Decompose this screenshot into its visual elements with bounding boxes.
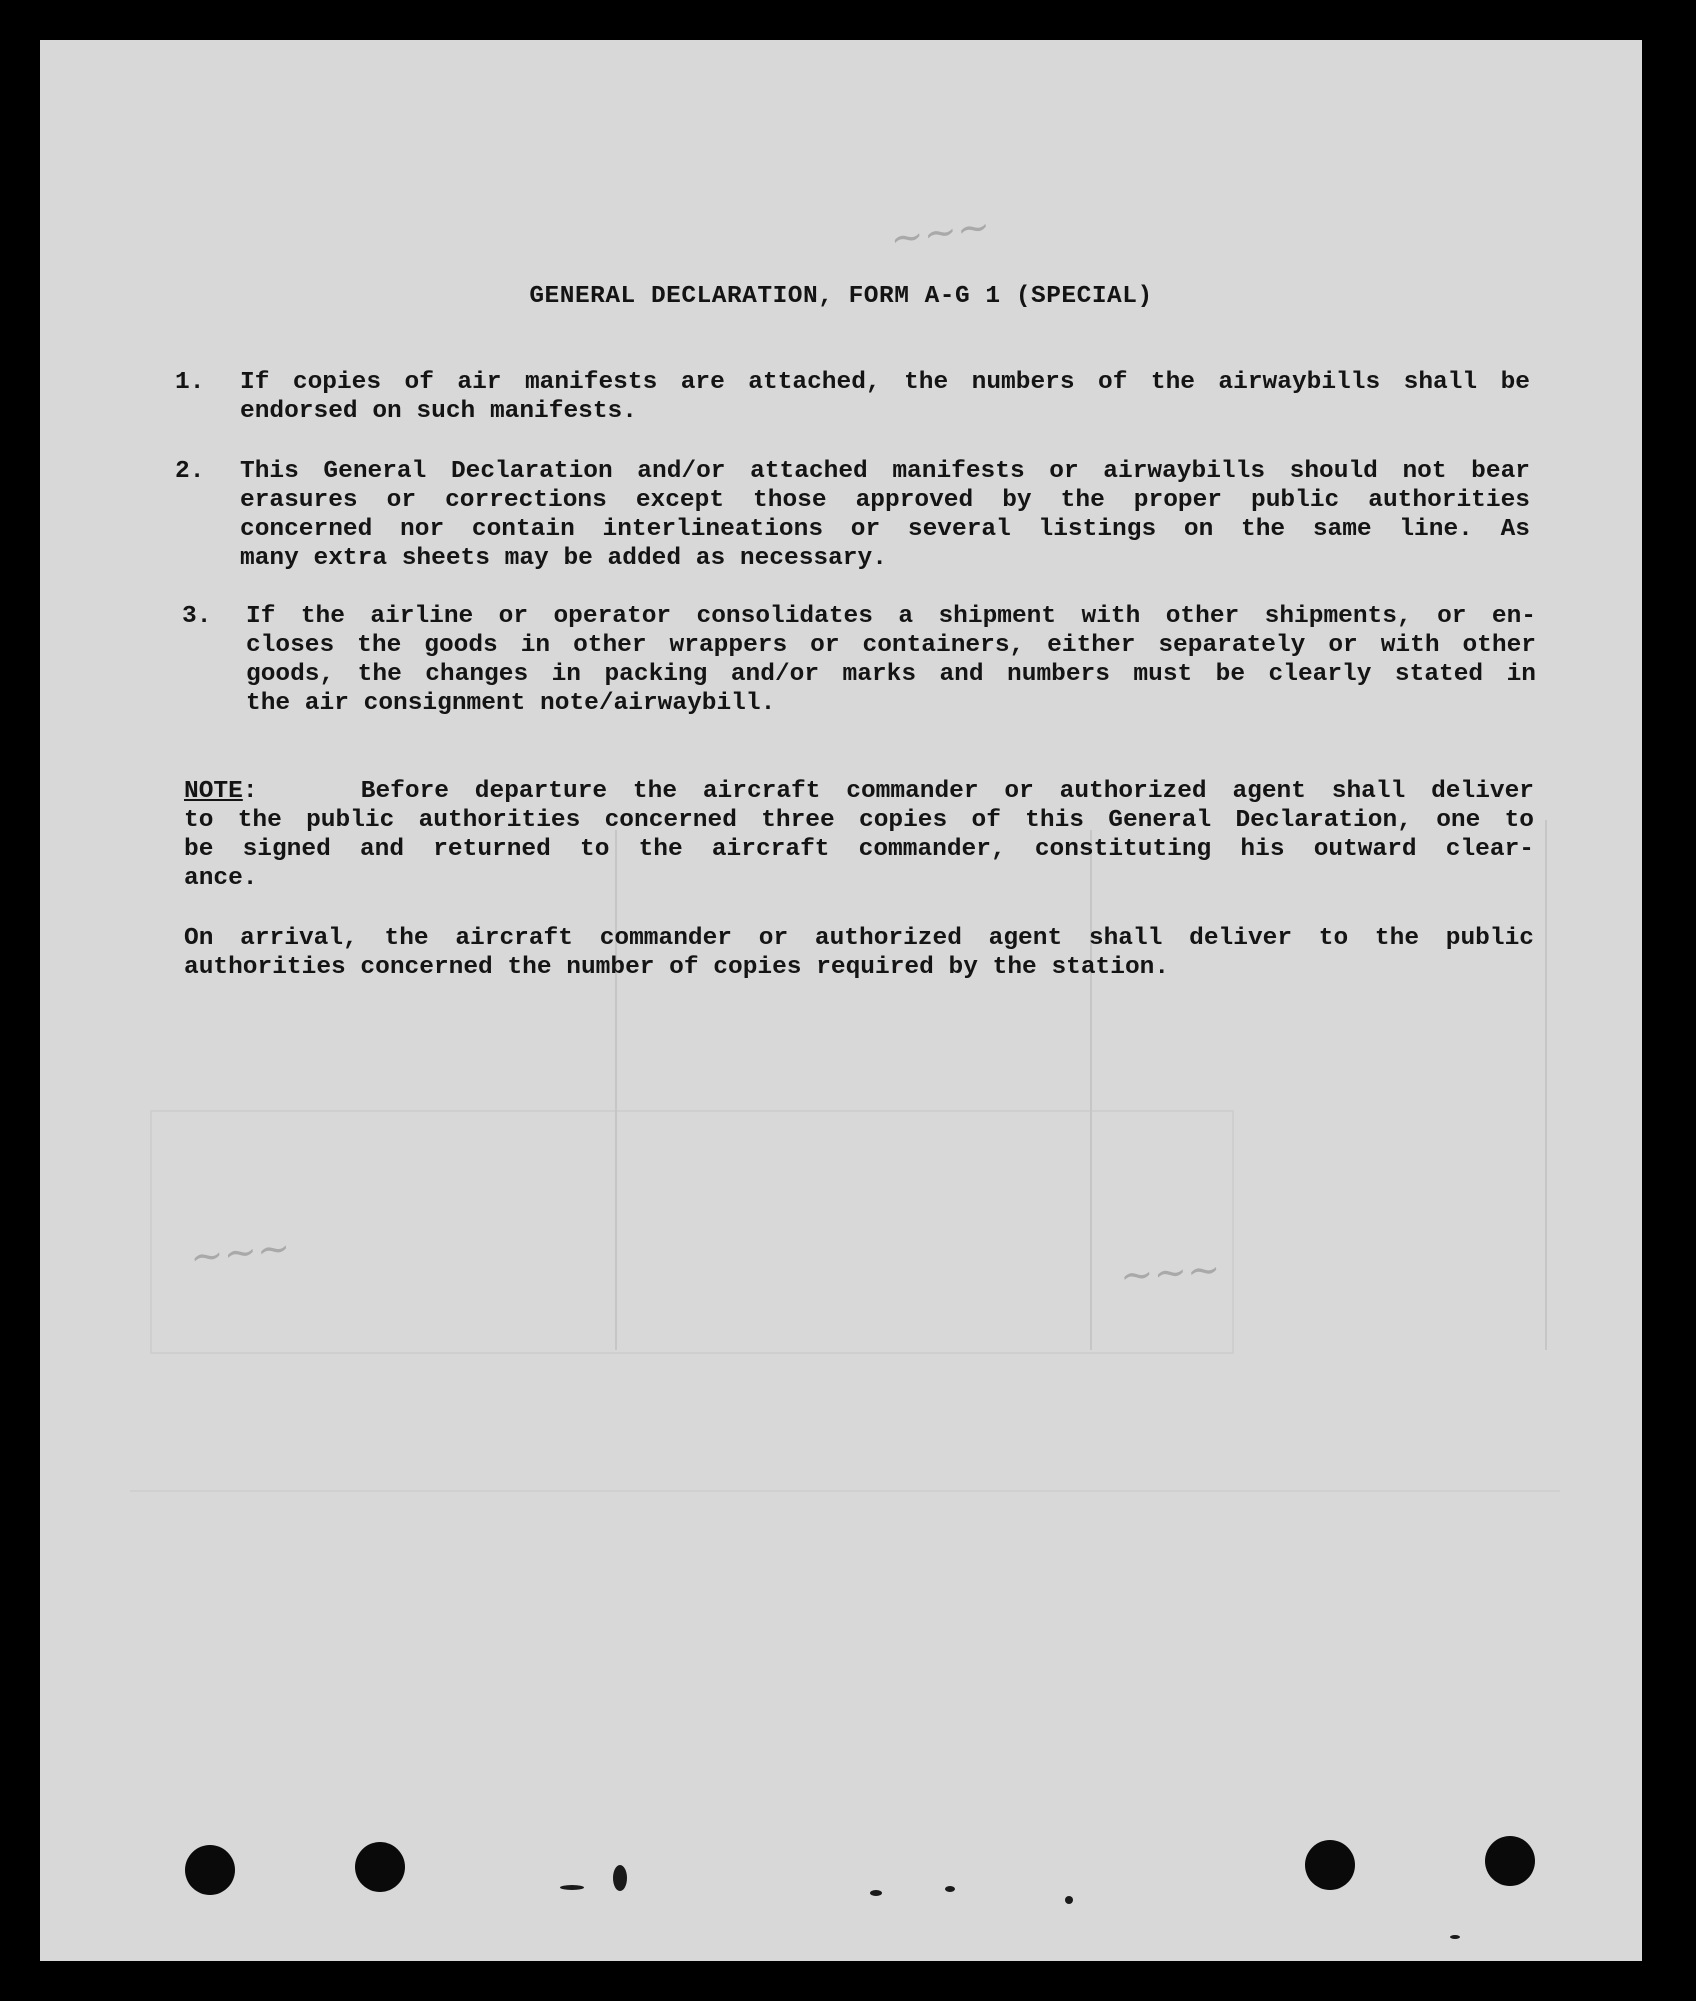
- item-number: 2.: [175, 458, 205, 485]
- note-label: NOTE: [184, 778, 243, 805]
- text-line: Before departure the aircraft commander or authorized agent shall deliver: [360, 778, 1535, 805]
- bleed-through-handwriting: ~~~: [187, 1224, 293, 1282]
- punch-hole: [355, 1842, 405, 1892]
- text-line: concerned nor contain interlineations or several listings on the same line. As: [240, 516, 1530, 543]
- text-line: authorities concerned the number of copies required by the station.: [184, 954, 1170, 981]
- arrival-paragraph: [184, 924, 1534, 982]
- item-text: [246, 602, 1536, 718]
- text-line: This General Declaration and/or attached manifests or airwaybills should not bear: [240, 458, 1530, 485]
- ink-speck: [560, 1885, 584, 1890]
- note-first-line: [184, 777, 1534, 806]
- text-line: closes the goods in other wrappers or containers, either separately or with other: [246, 632, 1536, 659]
- punch-hole: [1485, 1836, 1535, 1886]
- text-line: ance.: [184, 865, 258, 892]
- ink-speck: [870, 1890, 882, 1896]
- paper-sheet: [40, 40, 1642, 1961]
- text-line: be signed and returned to the aircraft commander, constituting his outward clear-: [184, 836, 1534, 863]
- note-block: [184, 777, 1534, 893]
- text-line: If copies of air manifests are attached, the numbers of the airwaybills shall be: [240, 369, 1530, 396]
- ink-speck: [1450, 1935, 1460, 1939]
- text-line: endorsed on such manifests.: [240, 398, 637, 425]
- bleed-through-divider: [1090, 830, 1092, 1350]
- bleed-through-divider: [615, 830, 617, 1350]
- bleed-through-handwriting: ~~~: [887, 203, 994, 263]
- bleed-through-handwriting: ~~~: [1118, 1246, 1223, 1300]
- item-number: 1.: [175, 369, 205, 396]
- note-colon: :: [242, 778, 258, 805]
- item-number: 3.: [182, 603, 212, 630]
- bleed-through-line: [130, 1490, 1560, 1492]
- bleed-through-box: [150, 1110, 1234, 1354]
- bleed-through-divider: [1545, 820, 1547, 1350]
- text-line: to the public authorities concerned three copies of this General Declaration, one to: [184, 807, 1534, 834]
- punch-hole: [1305, 1840, 1355, 1890]
- text-line: goods, the changes in packing and/or marks and numbers must be clearly stated in: [246, 661, 1536, 688]
- text-line: On arrival, the aircraft commander or authorized agent shall deliver to the public: [184, 925, 1534, 952]
- text-line: If the airline or operator consolidates a shipment with other shipments, or en-: [246, 603, 1536, 630]
- ink-speck: [945, 1886, 955, 1892]
- document-title: GENERAL DECLARATION, FORM A-G 1 (SPECIAL): [529, 283, 1153, 310]
- ink-speck: [1065, 1896, 1073, 1904]
- item-text: [240, 368, 1530, 426]
- punch-hole: [185, 1845, 235, 1895]
- item-text: [240, 457, 1530, 573]
- text-line: erasures or corrections except those approved by the proper public authorities: [240, 487, 1530, 514]
- text-line: the air consignment note/airwaybill.: [246, 690, 776, 717]
- ink-speck: [613, 1865, 627, 1891]
- text-line: many extra sheets may be added as necessary.: [240, 545, 887, 572]
